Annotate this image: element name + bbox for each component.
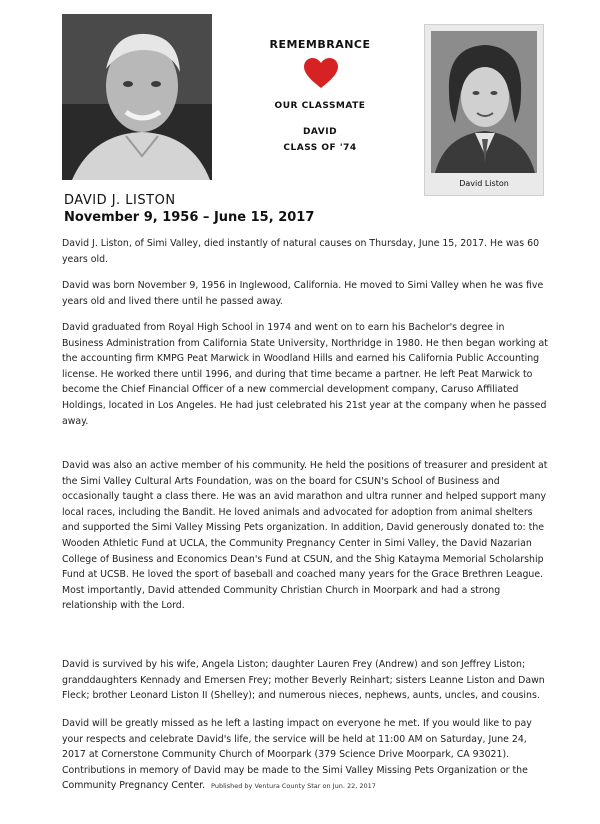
paragraph-service xyxy=(62,716,548,795)
portrait-photo-figure xyxy=(62,14,212,180)
portrait-photo-adult xyxy=(62,14,212,180)
class-year: CLASS OF '74 xyxy=(283,143,357,153)
heart-icon xyxy=(304,58,338,90)
our-classmate-label: OUR CLASSMATE xyxy=(274,101,366,111)
service-text: David will be greatly missed as he left a lasting impact on everyone he met. If you would like to pay your respects and celebrate David's life, the service will be held at 11:00 AM on Saturday, June 24, 2017 at Cornerstone Community Church of Moorpark (379 Science Drive Moorpark, CA 93021). Contributions in memory of David may be made to the Simi Valley Missing Pets Organization or the Community Pregnancy Center. xyxy=(62,718,532,792)
yearbook-caption: David Liston xyxy=(459,179,509,188)
remembrance-heading: REMEMBRANCE xyxy=(269,38,371,51)
paragraph-community: David was also an active member of his community. He held the positions of treasurer and president at the Simi Valley Cultural Arts Foundation, was on the board for CSUN's School of Business and occasionally taught a class there. He was an avid marathon and ultra runner and helped support many local races, including the Bandit. He loved animals and advocated for adoption from animal shelters and supported the Simi Valley Missing Pets organization. In addition, David generously donated to: the Wooden Athletic Fund at UCLA, the Community Pregnancy Center in Simi Valley, the David Nazarian College of Business and Economics Dean's Fund at CSUN, and the Shig Katayma Memorial Scholarship Fund at UCSB. He loved the sport of baseball and coached many years for the Grace Brethren League. Most importantly, David attended Community Christian Church in Moorpark and had a strong relationship with the Lord. xyxy=(62,460,548,612)
paragraph-survivors: David is survived by his wife, Angela Liston; daughter Lauren Frey (Andrew) and son Jeffrey Liston; granddaughters Kennady and Emersen Frey; mother Beverly Reinhart; sisters Leanne Liston and Dawn Fleck; brother Leonard Liston II (Shelley); and numerous nieces, nephews, aunts, uncles, and cousins. xyxy=(62,659,545,702)
paragraph-career: David graduated from Royal High School in 1974 and went on to earn his Bachelor's degree in Business Administration from California State University, Northridge in 1980. He then began working at the accounting firm KMPG Peat Marwick in Woodland Hills and earned his California Public Accounting license. He worked there until 1996, and during that time became a partner. He left Peat Marwick to become the Chief Financial Officer of a new commercial development company, Caruso Affiliated Holdings, located in Los Angeles. He had just celebrated his 21st year at the company when he passed away. xyxy=(62,322,548,427)
obituary-dates: November 9, 1956 – June 15, 2017 xyxy=(64,210,315,225)
paragraph-death-notice: David J. Liston, of Simi Valley, died instantly of natural causes on Thursday, June 15, 2017. He was 60 years old. xyxy=(62,238,540,265)
yearbook-photo xyxy=(424,24,544,196)
obituary-name: DAVID J. LISTON xyxy=(64,193,176,208)
yearbook-photo-figure xyxy=(431,31,537,173)
yearbook-photo-image xyxy=(431,31,537,173)
classmate-name: DAVID xyxy=(302,127,338,137)
publication-credit: Published by Ventura County Star on Jun. 22, 2017 xyxy=(211,782,376,791)
paragraph-early-life: David was born November 9, 1956 in Inglewood, California. He moved to Simi Valley when he was five years old and lived there until he passed away. xyxy=(62,280,544,307)
